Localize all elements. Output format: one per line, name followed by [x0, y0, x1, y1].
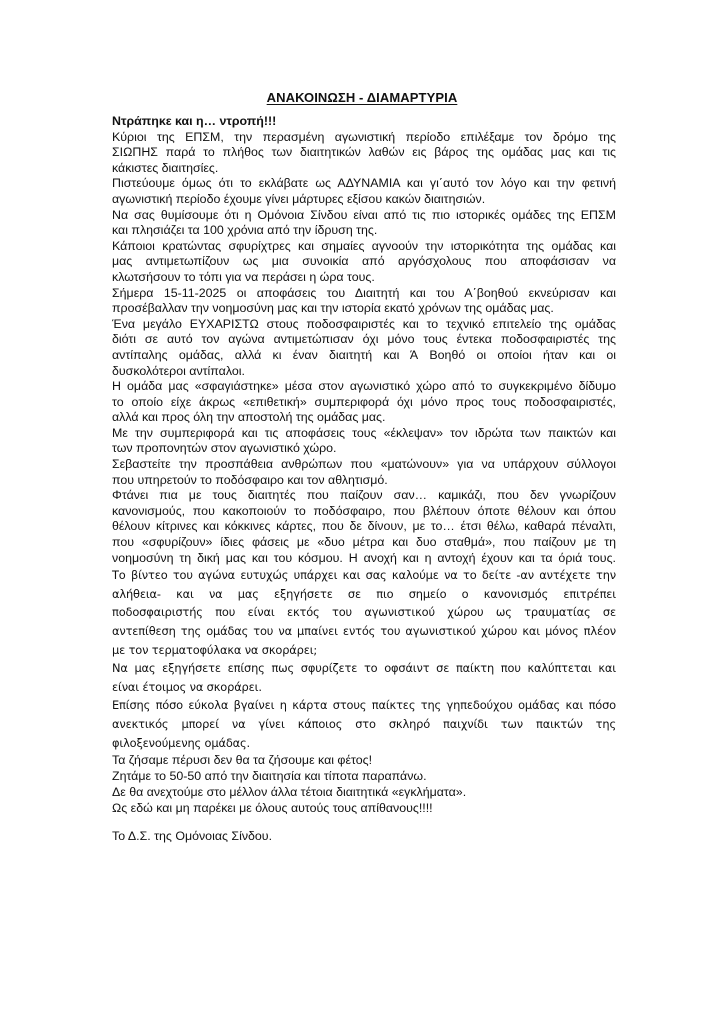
text-line: Ζητάμε το 50-50 από την διαιτησία και τίποτα παραπάνω. — [112, 769, 427, 784]
text-line: αντεπίθεση της ομάδας του να μπαίνει εντός του αγωνιστικού χώρου και μόνος πλέον — [112, 624, 616, 638]
text-line: το οποίο είχε άκρως «επιθετική» συμπεριφορά όχι μόνο προς τους ποδοσφαιριστές, — [112, 394, 616, 409]
text-line: που υπηρετούν το ποδόσφαιρο και τον αθλητισμό. — [112, 472, 388, 487]
text-line: κλωτσήσουν το τόπι για να περάσει η ώρα τους. — [112, 269, 375, 284]
text-line: κανονισμούς, που κακοποιούν το ποδόσφαιρο, που βλέπουν όποτε θέλουν και όπου — [112, 503, 616, 518]
text-line: αλλά και προς όλη την αποστολή της ομάδας μας. — [112, 410, 386, 425]
text-line: Τα ζήσαμε πέρυσι δεν θα τα ζήσουμε και φέτος! — [112, 753, 373, 768]
title-text: ΑΝΑΚΟΙΝΩΣΗ - ΔΙΑΜΑΡΤΥΡΙΑ — [266, 90, 458, 105]
text-line: Να μας εξηγήσετε επίσης πως σφυρίζετε το οφσάιντ σε παίκτη που καλύπτεται και — [112, 661, 616, 676]
text-line: προσέβαλλαν την νοημοσύνη μας και την ιστορία εκατό χρόνων της ομάδας μας. — [112, 301, 554, 316]
text-line: Ντράπηκε και η… ντροπή!!! — [112, 114, 277, 128]
text-line: νοημοσύνη τη δική μας και του κόσμου. Η ανοχή και η αντοχή έχουν και τα όριά τους. — [112, 550, 616, 565]
text-line: φιλοξενούμενης ομάδας. — [112, 735, 251, 750]
text-line: Φτάνει πια με τους διαιτητές που παίζουν σαν… καμικάζι, που δεν γνωρίζουν — [112, 488, 616, 503]
document-title — [0, 90, 724, 105]
text-line: είναι έτοιμος να σκοράρει. — [112, 679, 262, 694]
text-line: διότι σε αυτό τον αγώνα αντιμετώπισαν όχι μόνο τους έντεκα ποδοσφαιριστές της — [112, 332, 616, 347]
text-line: αντίπαλης ομάδας, αλλά κι έναν διαιτητή και Ά Βοηθό οι οποίοι ήταν και οι — [112, 347, 616, 362]
text-line: Κάποιοι κρατώντας σφυρίχτρες και σημαίες αγνοούν την ιστορικότητα της ομάδας και — [112, 238, 616, 253]
text-line: Ένα μεγάλο ΕΥΧΑΡΙΣΤΩ στους ποδοσφαιριστές και το τεχνικό επιτελείο της ομάδας — [112, 316, 616, 331]
text-line: δυσκολότεροι αντίπαλοι. — [112, 363, 245, 378]
text-line: Πιστεύουμε όμως ότι το εκλάβατε ως ΑΔΥΝΑΜΙΑ και γι΄αυτό τον λόγο και την φετινή — [112, 176, 616, 191]
text-line: Η ομάδα μας «σφαγιάστηκε» μέσα στον αγωνιστικό χώρο από το συγκεκριμένο δίδυμο — [112, 379, 616, 394]
text-line: Σήμερα 15-11-2025 οι αποφάσεις του Διαιτητή και του Α΄βοηθού εκνεύρισαν και — [112, 285, 616, 300]
text-line: αλήθεια- και να μας εξηγήσετε σε πιο σημείο ο κανονισμός επιτρέπει — [112, 586, 616, 601]
text-line: ΣΙΩΠΗΣ παρά το πλήθος των διαιτητικών λαθών εις βάρος της ομάδας μας και τις — [112, 145, 616, 160]
signature: Το Δ.Σ. της Ομόνοιας Σίνδου. — [112, 829, 273, 844]
text-line: που «σφυρίζουν» ίδιες φάσεις με «δυο μέτρα και δυο σταθμά», που παίζουν με τη — [112, 535, 616, 550]
text-line: Με την συμπεριφορά και τις αποφάσεις τους «έκλεψαν» τον ιδρώτα των παικτών και — [112, 425, 616, 440]
text-line: ανεκτικός μπορεί να γίνει κάποιος στο σκληρό παιχνίδι των παικτών της — [112, 716, 616, 731]
text-line: Δε θα ανεχτούμε στο μέλλον άλλα τέτοια διαιτητικά «εγκλήματα». — [112, 785, 467, 800]
text-line: και πλησιάζει τα 100 χρόνια από την ίδρυση της. — [112, 223, 378, 238]
text-line: θέλουν κίτρινες και κόκκινες κάρτες, που δε δίνουν, με το… έτσι θέλω, καθαρά πέναλτι, — [112, 519, 616, 534]
text-line: Ως εδώ και μη παρέκει με όλους αυτούς τους απίθανους!!!! — [112, 801, 433, 816]
document-body — [112, 114, 616, 844]
text-line: Το βίντεο του αγώνα ευτυχώς υπάρχει και σας καλούμε να το δείτε -αν αντέχετε την — [112, 568, 616, 583]
text-line: με τον τερματοφύλακα να σκοράρει; — [112, 642, 318, 657]
text-line: των προπονητών στον αγωνιστικό χώρο. — [112, 441, 337, 456]
text-line: Επίσης πόσο εύκολα βγαίνει η κάρτα στους παίκτες της γηπεδούχου ομάδας και πόσο — [112, 698, 616, 713]
text-line: αγωνιστική περίοδο έχουμε γίνει μάρτυρες εξίσου κακών διαιτησιών. — [112, 191, 486, 206]
text-line: κάκιστες διαιτησίες. — [112, 160, 219, 175]
text-line: Να σας θυμίσουμε ότι η Ομόνοια Σίνδου είναι από τις πιο ιστορικές ομάδες της ΕΠΣΜ — [112, 207, 616, 222]
text-line: Κύριοι της ΕΠΣΜ, την περασμένη αγωνιστική περίοδο επιλέξαμε τον δρόμο της — [112, 129, 616, 144]
text-line: Σεβαστείτε την προσπάθεια ανθρώπων που «ματώνουν» για να υπάρχουν σύλλογοι — [112, 457, 616, 472]
paragraph-gap — [112, 816, 616, 828]
text-line: ποδοσφαιριστής που είναι εκτός του αγωνιστικού χώρου ως τραυματίας σε — [112, 605, 616, 620]
text-line: μας αντιμετωπίζουν ως μια συνοικία από αργόσχολους που αποφάσισαν να — [112, 254, 616, 269]
